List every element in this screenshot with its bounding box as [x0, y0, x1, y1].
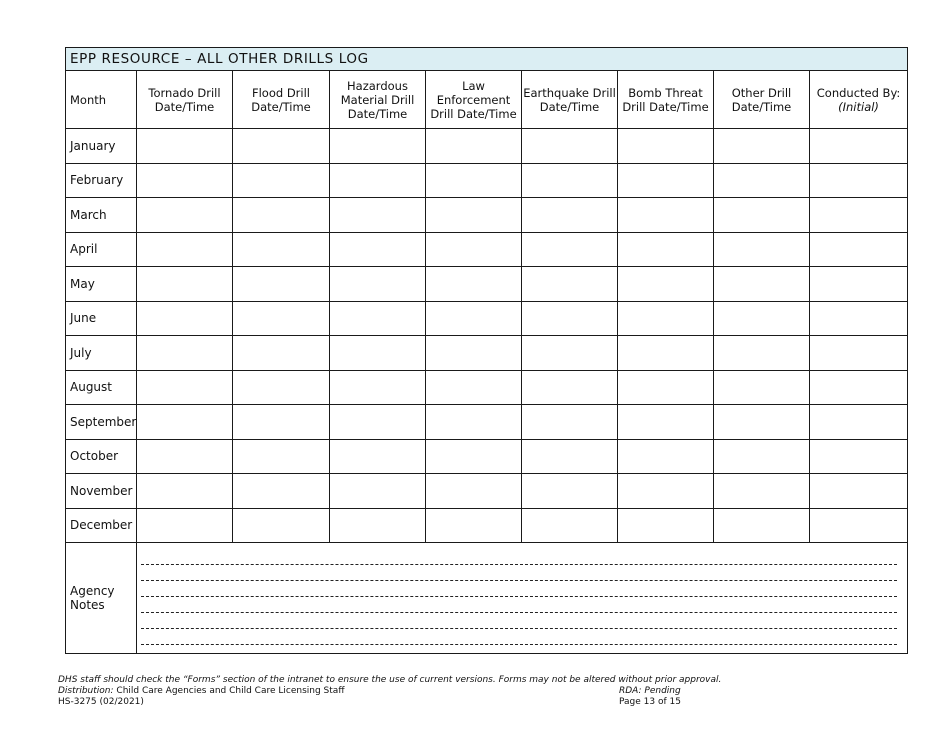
entry-cell[interactable] — [810, 474, 908, 509]
entry-cell[interactable] — [522, 301, 618, 336]
form-title: EPP RESOURCE – ALL OTHER DRILLS LOG — [66, 48, 908, 71]
entry-cell[interactable] — [618, 232, 714, 267]
entry-cell[interactable] — [330, 405, 426, 440]
entry-cell[interactable] — [618, 163, 714, 198]
footer — [58, 675, 858, 708]
entry-cell[interactable] — [233, 163, 330, 198]
page-number: Page 13 of 15 — [619, 697, 681, 707]
month-label: August — [66, 370, 137, 405]
entry-cell[interactable] — [618, 198, 714, 233]
agency-notes-field[interactable] — [137, 543, 908, 654]
conducted-by-header — [810, 71, 908, 129]
entry-cell[interactable] — [426, 370, 522, 405]
entry-cell[interactable] — [522, 474, 618, 509]
table-row — [66, 336, 908, 371]
table-row — [66, 439, 908, 474]
entry-cell[interactable] — [618, 405, 714, 440]
entry-cell[interactable] — [426, 474, 522, 509]
entry-cell[interactable] — [714, 508, 810, 543]
entry-cell[interactable] — [810, 370, 908, 405]
entry-cell[interactable] — [522, 405, 618, 440]
month-label: February — [66, 163, 137, 198]
entry-cell[interactable] — [137, 198, 233, 233]
entry-cell[interactable] — [330, 163, 426, 198]
entry-cell[interactable] — [810, 198, 908, 233]
entry-cell[interactable] — [233, 129, 330, 164]
entry-cell[interactable] — [426, 232, 522, 267]
entry-cell[interactable] — [714, 232, 810, 267]
entry-cell[interactable] — [714, 198, 810, 233]
entry-cell[interactable] — [233, 474, 330, 509]
bomb-threat-header: Bomb Threat Drill Date/Time — [618, 71, 714, 129]
entry-cell[interactable] — [330, 336, 426, 371]
entry-cell[interactable] — [714, 301, 810, 336]
entry-cell[interactable] — [714, 405, 810, 440]
drills-log-table — [65, 47, 908, 654]
entry-cell[interactable] — [810, 439, 908, 474]
entry-cell[interactable] — [618, 267, 714, 302]
month-label: October — [66, 439, 137, 474]
entry-cell[interactable] — [810, 336, 908, 371]
entry-cell[interactable] — [522, 198, 618, 233]
entry-cell[interactable] — [330, 301, 426, 336]
entry-cell[interactable] — [522, 508, 618, 543]
table-row — [66, 508, 908, 543]
table-row — [66, 370, 908, 405]
table-row — [66, 163, 908, 198]
entry-cell[interactable] — [618, 508, 714, 543]
entry-cell[interactable] — [426, 439, 522, 474]
entry-cell[interactable] — [426, 163, 522, 198]
entry-cell[interactable] — [233, 336, 330, 371]
month-label: April — [66, 232, 137, 267]
rda-status: RDA: Pending — [619, 686, 681, 696]
entry-cell[interactable] — [426, 336, 522, 371]
entry-cell[interactable] — [810, 405, 908, 440]
entry-cell[interactable] — [330, 474, 426, 509]
entry-cell[interactable] — [810, 232, 908, 267]
entry-cell[interactable] — [714, 129, 810, 164]
flood-header: Flood Drill Date/Time — [233, 71, 330, 129]
table-row — [66, 301, 908, 336]
other-drill-header: Other Drill Date/Time — [714, 71, 810, 129]
entry-cell[interactable] — [233, 370, 330, 405]
conducted-by-label: Conducted By: — [816, 85, 901, 100]
entry-cell[interactable] — [714, 370, 810, 405]
entry-cell[interactable] — [137, 370, 233, 405]
table-row — [66, 232, 908, 267]
table-row — [66, 267, 908, 302]
forms-notice: DHS staff should check the “Forms” section of the intranet to ensure the use of current versions. Forms may not be altered without prior approval. — [58, 675, 722, 685]
note-line — [141, 557, 897, 565]
distribution-label: Distribution: — [58, 686, 114, 696]
entry-cell[interactable] — [137, 405, 233, 440]
month-label: March — [66, 198, 137, 233]
entry-cell[interactable] — [233, 439, 330, 474]
note-line — [141, 629, 897, 645]
entry-cell[interactable] — [714, 336, 810, 371]
entry-cell[interactable] — [618, 370, 714, 405]
entry-cell[interactable] — [618, 129, 714, 164]
entry-cell[interactable] — [522, 267, 618, 302]
entry-cell[interactable] — [137, 232, 233, 267]
month-label: May — [66, 267, 137, 302]
table-row — [66, 405, 908, 440]
entry-cell[interactable] — [330, 129, 426, 164]
entry-cell[interactable] — [137, 439, 233, 474]
entry-cell[interactable] — [522, 370, 618, 405]
entry-cell[interactable] — [522, 163, 618, 198]
entry-cell[interactable] — [137, 163, 233, 198]
entry-cell[interactable] — [810, 129, 908, 164]
entry-cell[interactable] — [426, 129, 522, 164]
month-label: January — [66, 129, 137, 164]
entry-cell[interactable] — [714, 474, 810, 509]
note-line — [141, 565, 897, 581]
entry-cell[interactable] — [522, 232, 618, 267]
entry-cell[interactable] — [137, 474, 233, 509]
earthquake-header: Earthquake Drill Date/Time — [522, 71, 618, 129]
form-id: HS-3275 (02/2021) — [58, 697, 144, 707]
tornado-header: Tornado Drill Date/Time — [137, 71, 233, 129]
entry-cell[interactable] — [330, 198, 426, 233]
entry-cell[interactable] — [330, 232, 426, 267]
entry-cell[interactable] — [618, 474, 714, 509]
agency-notes-label: Agency Notes — [66, 543, 137, 654]
entry-cell[interactable] — [330, 439, 426, 474]
hazardous-header: Hazardous Material Drill Date/Time — [330, 71, 426, 129]
entry-cell[interactable] — [810, 301, 908, 336]
entry-cell[interactable] — [714, 439, 810, 474]
header-row — [66, 71, 908, 129]
entry-cell[interactable] — [714, 163, 810, 198]
entry-cell[interactable] — [426, 508, 522, 543]
entry-cell[interactable] — [714, 267, 810, 302]
month-label: June — [66, 301, 137, 336]
entry-cell[interactable] — [810, 267, 908, 302]
note-line — [141, 597, 897, 613]
entry-cell[interactable] — [233, 267, 330, 302]
entry-cell[interactable] — [137, 267, 233, 302]
entry-cell[interactable] — [618, 336, 714, 371]
entry-cell[interactable] — [810, 508, 908, 543]
month-label: November — [66, 474, 137, 509]
entry-cell[interactable] — [426, 198, 522, 233]
entry-cell[interactable] — [233, 198, 330, 233]
entry-cell[interactable] — [426, 405, 522, 440]
entry-cell[interactable] — [233, 508, 330, 543]
entry-cell[interactable] — [618, 301, 714, 336]
entry-cell[interactable] — [233, 405, 330, 440]
entry-cell[interactable] — [137, 301, 233, 336]
entry-cell[interactable] — [137, 508, 233, 543]
month-label: September — [66, 405, 137, 440]
entry-cell[interactable] — [522, 129, 618, 164]
month-label: July — [66, 336, 137, 371]
entry-cell[interactable] — [810, 163, 908, 198]
entry-cell[interactable] — [137, 129, 233, 164]
entry-cell[interactable] — [233, 301, 330, 336]
entry-cell[interactable] — [522, 336, 618, 371]
distribution-text: Child Care Agencies and Child Care Licensing Staff — [116, 686, 345, 696]
law-enforcement-header: Law Enforcement Drill Date/Time — [426, 71, 522, 129]
entry-cell[interactable] — [522, 439, 618, 474]
entry-cell[interactable] — [137, 336, 233, 371]
entry-cell[interactable] — [233, 232, 330, 267]
initial-label: (Initial) — [838, 99, 879, 114]
table-row — [66, 474, 908, 509]
table-row — [66, 198, 908, 233]
note-line — [141, 613, 897, 629]
entry-cell[interactable] — [426, 267, 522, 302]
entry-cell[interactable] — [330, 508, 426, 543]
entry-cell[interactable] — [618, 439, 714, 474]
note-line — [141, 581, 897, 597]
month-label: December — [66, 508, 137, 543]
entry-cell[interactable] — [426, 301, 522, 336]
notes-row — [66, 543, 908, 654]
entry-cell[interactable] — [330, 370, 426, 405]
month-header: Month — [66, 71, 137, 129]
table-row — [66, 129, 908, 164]
entry-cell[interactable] — [330, 267, 426, 302]
